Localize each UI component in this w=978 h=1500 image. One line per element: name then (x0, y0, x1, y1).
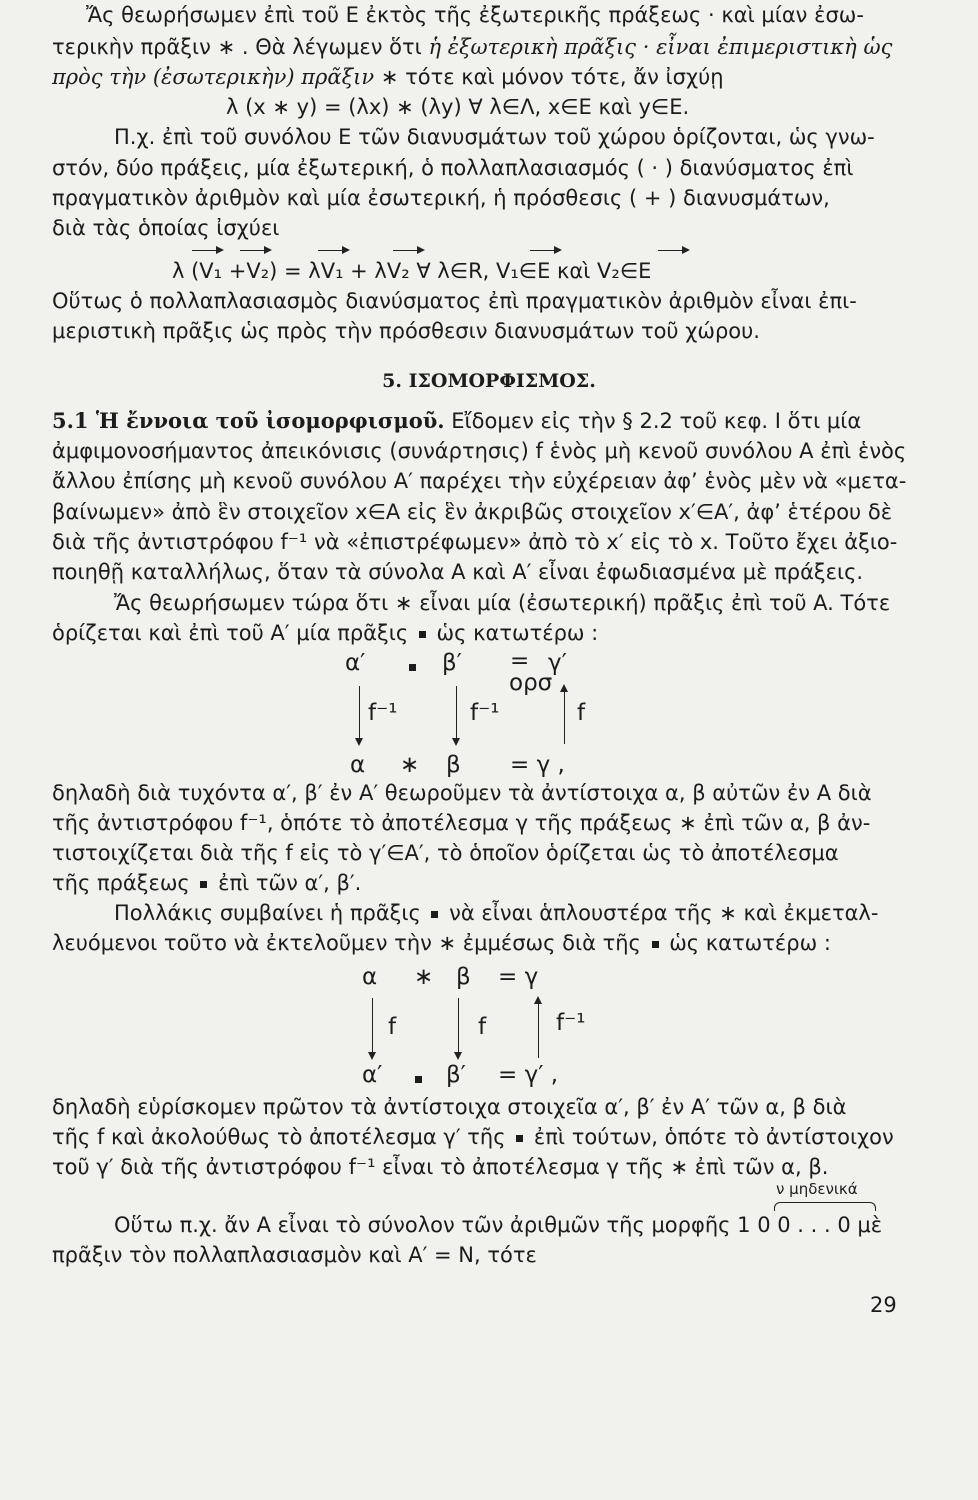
vector-arrow (530, 250, 560, 251)
map-label: f (388, 1014, 397, 1040)
square-operator-symbol (200, 881, 207, 888)
text-span: Οὕτω π.χ. ἄν A εἶναι τὸ σύνολον τῶν ἀριθμῶν τῆς μορφῆς 1 (114, 1213, 751, 1237)
zeros: 0 0 . . . 0 (757, 1213, 851, 1237)
text-span: τῆς f καὶ ἀκολούθως τὸ ἀποτέλεσμα γ′ τῆς (52, 1125, 513, 1149)
text-line: ἀμφιμονοσήμαντος ἀπεικόνισις (συνάρτησις) f ἑνὸς μὴ κενοῦ συνόλου A ἐπὶ ἑνὸς (52, 439, 907, 463)
diagram-operator: ∗ (414, 964, 434, 990)
text-span: νὰ εἶναι ἁπλουστέρα τῆς ∗ καὶ ἐκμεταλ- (442, 901, 879, 925)
text-span: τότε καὶ μόνον τότε, ἄν ἰσχύῃ (398, 65, 724, 89)
text-line: διὰ τὰς ὁποίας ἰσχύει (52, 216, 280, 240)
vector-arrow (192, 250, 222, 251)
text-span: . Θὰ λέγωμεν ὅτι (235, 35, 429, 59)
text-line (52, 1124, 894, 1150)
text-line (52, 408, 861, 434)
diagram-equals: = (510, 648, 530, 674)
vector-arrow (318, 250, 348, 251)
text-line: ποιηθῇ καταλλήλως, ὅταν τὰ σύνολα A καὶ A′ εἶναι ἐφωδιασμένα μὲ πράξεις. (52, 560, 864, 584)
star-symbol: ∗ (380, 65, 399, 89)
star-symbol: ∗ (217, 35, 236, 59)
down-arrow (359, 686, 360, 744)
text-span: ἐπὶ τούτων, ὁπότε τὸ ἀντίστοιχον (527, 1125, 894, 1149)
square-operator-symbol (419, 631, 426, 638)
vector-arrow (240, 250, 270, 251)
text-line: δηλαδὴ εὑρίσκομεν πρῶτον τὰ ἀντίστοιχα στοιχεῖα α′, β′ ἐν A′ τῶν α, β διὰ (52, 1095, 847, 1119)
text-line (52, 34, 892, 60)
up-arrow (538, 998, 539, 1058)
text-span: μὲ (850, 1213, 883, 1237)
vector-arrow (658, 250, 688, 251)
diagram-result: = γ (498, 964, 539, 990)
text-line: μεριστικὴ πρᾶξις ὡς πρὸς τὴν πρόσθεσιν διανυσμάτων τοῦ χώρου. (52, 319, 760, 343)
text-span: Πολλάκις συμβαίνει ἡ πρᾶξις (114, 901, 428, 925)
distributive-formula: λ (x ∗ y) = (λx) ∗ (λy) ∀ λ∈Λ, x∈E καὶ y∈E. (226, 95, 690, 119)
diagram-node: β′ (442, 650, 462, 676)
text-span: ἐπὶ τῶν α′, β′. (211, 871, 362, 895)
section-title: 5. ΙΣΟΜΟΡΦΙΣΜΟΣ. (382, 370, 596, 392)
text-line: πρᾶξιν τὸν πολλαπλασιασμὸν καὶ A′ = N, τότε (52, 1243, 537, 1267)
text-line: Ἄς θεωρήσωμεν ἐπὶ τοῦ E ἐκτὸς τῆς ἐξωτερικῆς πράξεως · καὶ μίαν ἐσω- (86, 3, 864, 27)
text-line: ἄλλου ἐπίσης μὴ κενοῦ συνόλου A′ παρέχει τὴν εὐχέρειαν ἀφ’ ἑνὸς μὲν νὰ «μετα- (52, 469, 907, 493)
down-arrow (372, 998, 373, 1058)
square-operator-symbol (415, 1076, 422, 1083)
diagram-annotation: ορσ (509, 670, 553, 696)
text-span: τερικὴν πρᾶξιν (52, 35, 218, 59)
text-line: τῆς ἀντιστρόφου f⁻¹, ὁπότε τὸ ἀποτέλεσμα γ τῆς πράξεως ∗ ἐπὶ τῶν α, β ἀν- (52, 811, 871, 835)
vector-arrow (393, 250, 423, 251)
italic-definition: πρὸς τὴν (ἐσωτερικὴν) πρᾶξιν (52, 65, 381, 89)
text-line: τοῦ γ′ διὰ τῆς ἀντιστρόφου f⁻¹ εἶναι τὸ ἀποτέλεσμα γ τῆς ∗ ἐπὶ τῶν α, β. (52, 1155, 829, 1179)
brace-label: ν μηδενικά (776, 1180, 858, 1198)
square-operator-symbol (431, 911, 438, 918)
page-number: 29 (870, 1293, 897, 1317)
text-span: ὡς κατωτέρω : (429, 621, 599, 645)
text-line: Ἄς θεωρήσωμεν τώρα ὅτι ∗ εἶναι μία (ἐσωτερική) πρᾶξις ἐπὶ τοῦ A. Τότε (114, 591, 891, 615)
text-line: Π.χ. ἐπὶ τοῦ συνόλου E τῶν διανυσμάτων τοῦ χώρου ὁρίζονται, ὡς γνω- (114, 125, 875, 149)
vector-formula: λ (V₁ +V₂) = λV₁ + λV₂ ∀ λ∈R, V₁∈E καὶ V₂∈E (172, 259, 652, 283)
text-line (114, 1212, 882, 1238)
map-label: f⁻¹ (368, 700, 398, 726)
diagram-result: = γ , (510, 752, 565, 778)
text-line: Οὕτως ὁ πολλαπλασιασμὸς διανύσματος ἐπὶ πραγματικὸν ἀριθμὸν εἶναι ἐπι- (52, 289, 857, 313)
subsection-heading: 5.1 Ἡ ἔννοια τοῦ ἰσομορφισμοῦ. (52, 408, 445, 433)
map-label: f (478, 1014, 487, 1040)
text-line: δηλαδὴ διὰ τυχόντα α′, β′ ἐν A′ θεωροῦμεν τὰ ἀντίστοιχα α, β αὐτῶν ἐν A διὰ (52, 781, 872, 805)
diagram-result: = γ′ , (498, 1062, 559, 1088)
text-line (52, 64, 724, 90)
square-operator-symbol (516, 1135, 523, 1142)
text-span: ὡς κατωτέρω : (662, 931, 831, 955)
diagram-node: α (362, 964, 378, 990)
text-line: διὰ τῆς ἀντιστρόφου f⁻¹ νὰ «ἐπιστρέφωμεν» ἀπὸ τὸ x′ εἰς τὸ x. Τοῦτο ἔχει ἀξιο- (52, 530, 898, 554)
map-label: f⁻¹ (470, 700, 500, 726)
map-label: f⁻¹ (556, 1010, 586, 1036)
diagram-node: α′ (345, 650, 366, 676)
down-arrow (458, 998, 459, 1058)
diagram-node: α′ (362, 1062, 383, 1088)
diagram-node: α (350, 752, 366, 778)
square-operator-symbol (409, 664, 416, 671)
diagram-node: β (446, 752, 461, 778)
text-span: ὁρίζεται καὶ ἐπὶ τοῦ A′ μία πρᾶξις (52, 621, 415, 645)
diagram-node: β′ (446, 1062, 466, 1088)
text-span: τῆς πράξεως (52, 871, 197, 895)
down-arrow (456, 686, 457, 744)
square-operator-symbol (652, 941, 659, 948)
diagram-node: β (456, 964, 471, 990)
text-line (52, 620, 598, 646)
text-span: λευόμενοι τοῦτο νὰ ἐκτελοῦμεν τὴν ∗ ἐμμέσως διὰ τῆς (52, 931, 648, 955)
map-label: f (577, 700, 586, 726)
text-line: τιστοιχίζεται διὰ τῆς f εἰς τὸ γ′∈A′, τὸ ὁποῖον ὁρίζεται ὡς τὸ ἀποτέλεσμα (52, 841, 839, 865)
up-arrow (564, 686, 565, 744)
text-line: πραγματικὸν ἀριθμὸν καὶ μία ἐσωτερική, ἡ πρόσθεσις ( + ) διανυσμάτων, (52, 186, 830, 210)
text-line: στόν, δύο πράξεις, μία ἐξωτερική, ὁ πολλαπλασιασμός ( · ) διανύσματος ἐπὶ (52, 156, 854, 180)
text-span: Εἴδομεν εἰς τὴν § 2.2 τοῦ κεφ. I ὅτι μία (444, 409, 862, 433)
text-line (52, 930, 831, 956)
text-line (52, 870, 361, 896)
diagram-operator: ∗ (400, 752, 420, 778)
text-line: βαίνωμεν» ἀπὸ ἓν στοιχεῖον x∈A εἰς ἓν ἀκριβῶς στοιχεῖον x′∈A′, ἀφ’ ἑτέρου δὲ (52, 500, 893, 524)
overbrace (774, 1202, 876, 1211)
text-line (114, 900, 878, 926)
diagram-node: γ′ (548, 650, 567, 676)
italic-definition: ἡ ἐξωτερικὴ πρᾶξις · εἶναι ἐπιμεριστικὴ ὡς (428, 35, 893, 59)
